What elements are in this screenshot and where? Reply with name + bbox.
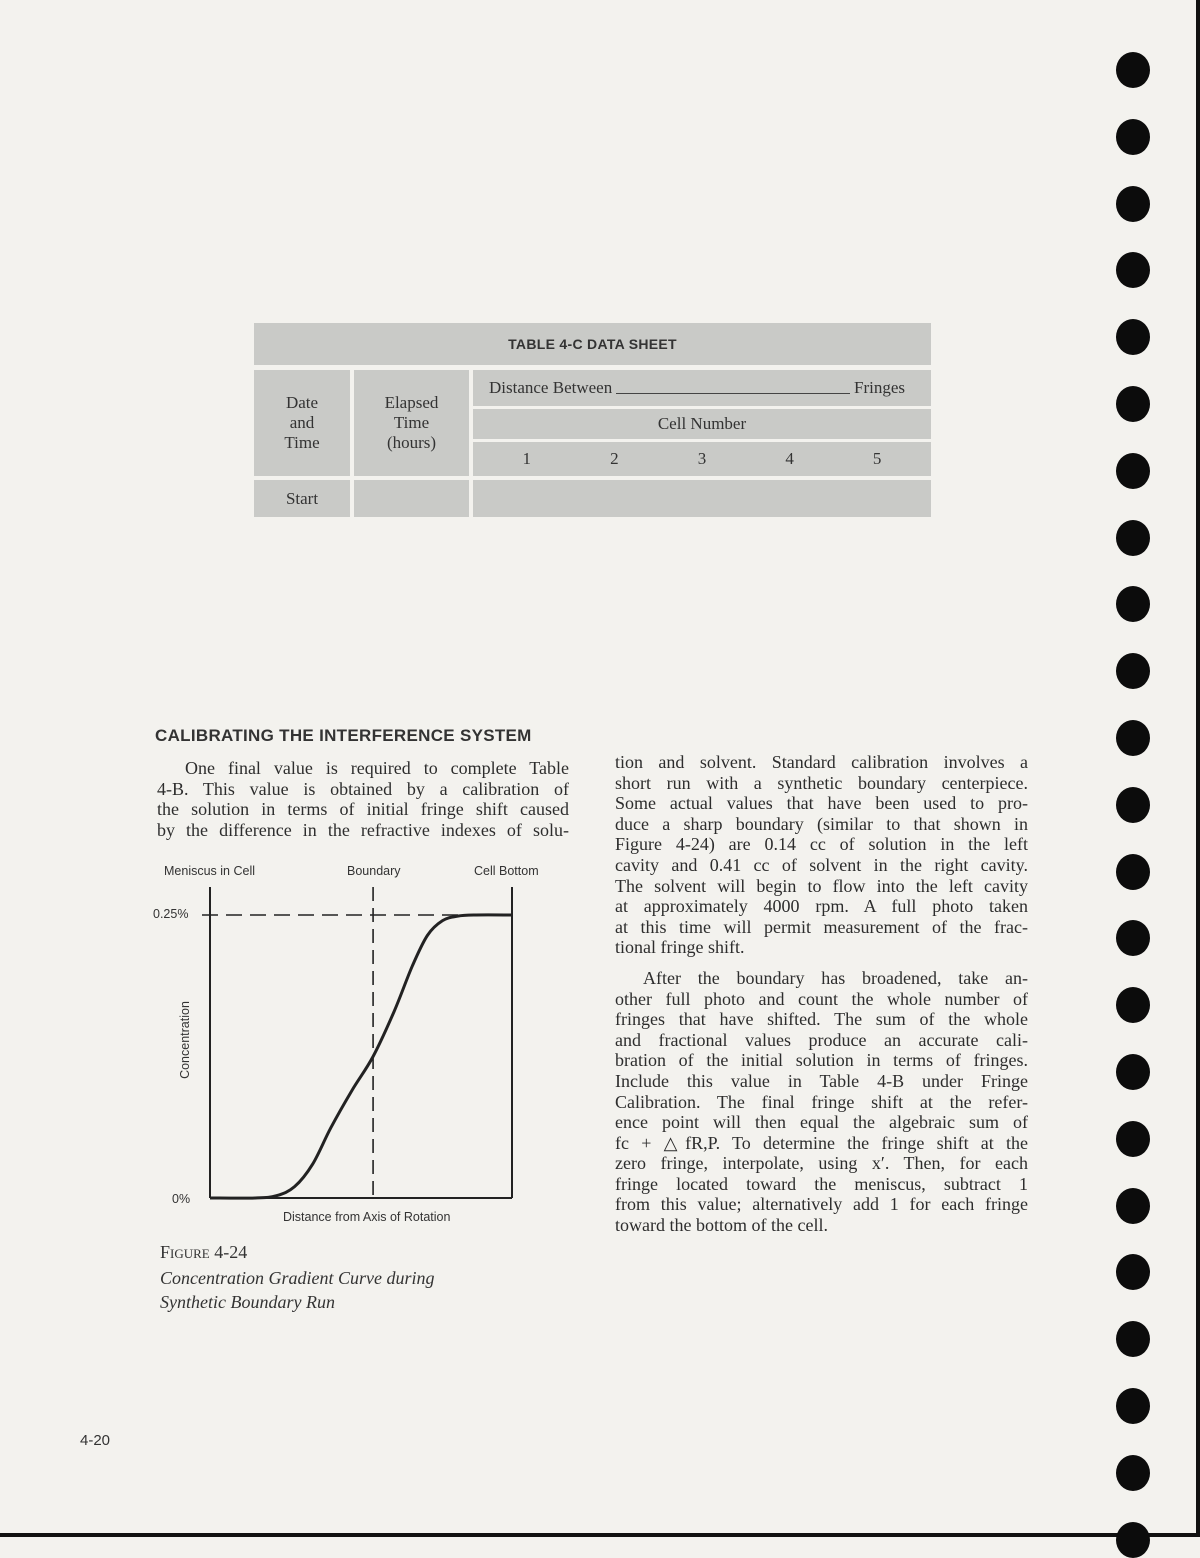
text-line: fringe located toward the meniscus, subtract 1 [615, 1173, 1028, 1194]
x-axis-label: Distance from Axis of Rotation [283, 1210, 451, 1224]
text-line: Some actual values that have been used to pro- [615, 793, 1028, 814]
cell-number-label: 1 [522, 449, 532, 468]
y-tick-label: 0.25% [153, 907, 189, 921]
header-cell-number: Cell Number [473, 409, 931, 439]
text-line: Include this value in Table 4-B under Fringe [615, 1070, 1028, 1091]
annotation-meniscus: Meniscus in Cell [164, 864, 256, 878]
figure-caption: Synthetic Boundary Run [160, 1292, 335, 1312]
y-tick-label: 0% [172, 1192, 191, 1206]
header-text: Elapsed [384, 393, 439, 412]
text-line: fc + △fR,P. To determine the fringe shift at the [615, 1132, 1028, 1153]
text-line: and fractional values produce an accurate cali- [615, 1029, 1028, 1050]
text-line: After the boundary has broadened, take an- [643, 967, 1028, 988]
text-line: the solution in terms of initial fringe shift caused [157, 799, 569, 820]
y-axis-label: Concentration [178, 1001, 192, 1079]
text-line: Calibration. The final fringe shift at the refer- [615, 1091, 1028, 1112]
row-start-label: Start [254, 480, 350, 517]
text-line: at this time will permit measurement of the frac- [615, 916, 1028, 937]
text-line: other full photo and count the whole number of [615, 988, 1028, 1009]
header-text: Fringes [854, 378, 905, 397]
header-text: Date [285, 393, 319, 412]
text-line: cavity and 0.41 cc of solvent in the right cavity. [615, 854, 1028, 875]
text-line: tion and solvent. Standard calibration involves a [615, 752, 1028, 772]
page-number: 4-20 [80, 1432, 111, 1449]
text-line: The solvent will begin to flow into the left cavity [615, 875, 1028, 896]
cell-number-label: 4 [785, 449, 794, 468]
annotation-boundary: Boundary [347, 864, 401, 878]
text-line: Figure 4-24) are 0.14 cc of solution in the left [615, 834, 1028, 855]
text-line: short run with a synthetic boundary centerpiece. [615, 772, 1028, 793]
concentration-curve [210, 915, 512, 1198]
header-text: (hours) [386, 433, 437, 452]
text-line: tional fringe shift. [615, 937, 745, 958]
header-text: Time [393, 413, 430, 432]
text-line: One final value is required to complete Table [185, 758, 569, 778]
section-heading: CALIBRATING THE INTERFERENCE SYSTEM [155, 726, 532, 745]
cell-number-label: 2 [610, 449, 619, 468]
text-line: toward the bottom of the cell. [615, 1215, 828, 1236]
annotation-cell-bottom: Cell Bottom [474, 864, 539, 878]
header-text: Time [284, 433, 320, 452]
figure-caption: Concentration Gradient Curve during [160, 1268, 435, 1288]
text-line: by the difference in the refractive indexes of solu- [157, 819, 569, 840]
text-line: zero fringe, interpolate, using x′. Then, for each [615, 1153, 1028, 1174]
text-line: ence point will then equal the algebraic sum of [615, 1112, 1028, 1133]
text-line: fringes that have shifted. The sum of the whole [615, 1009, 1028, 1030]
cell-number-label: 5 [872, 449, 882, 468]
text-line: bration of the initial solution in terms of fringes. [615, 1050, 1028, 1071]
figure-label: Figure 4-24 [160, 1242, 248, 1262]
table-title: TABLE 4-C DATA SHEET [254, 323, 931, 365]
text-line: duce a sharp boundary (similar to that shown in [615, 813, 1028, 834]
header-text: and [289, 413, 315, 432]
text-line: 4-B. This value is obtained by a calibration of [157, 778, 569, 799]
cell-number-label: 3 [697, 449, 707, 468]
text-line: from this value; alternatively add 1 for each fringe [615, 1194, 1028, 1215]
text-line: at approximately 4000 rpm. A full photo taken [615, 896, 1028, 917]
header-text: Distance Between [489, 378, 613, 397]
